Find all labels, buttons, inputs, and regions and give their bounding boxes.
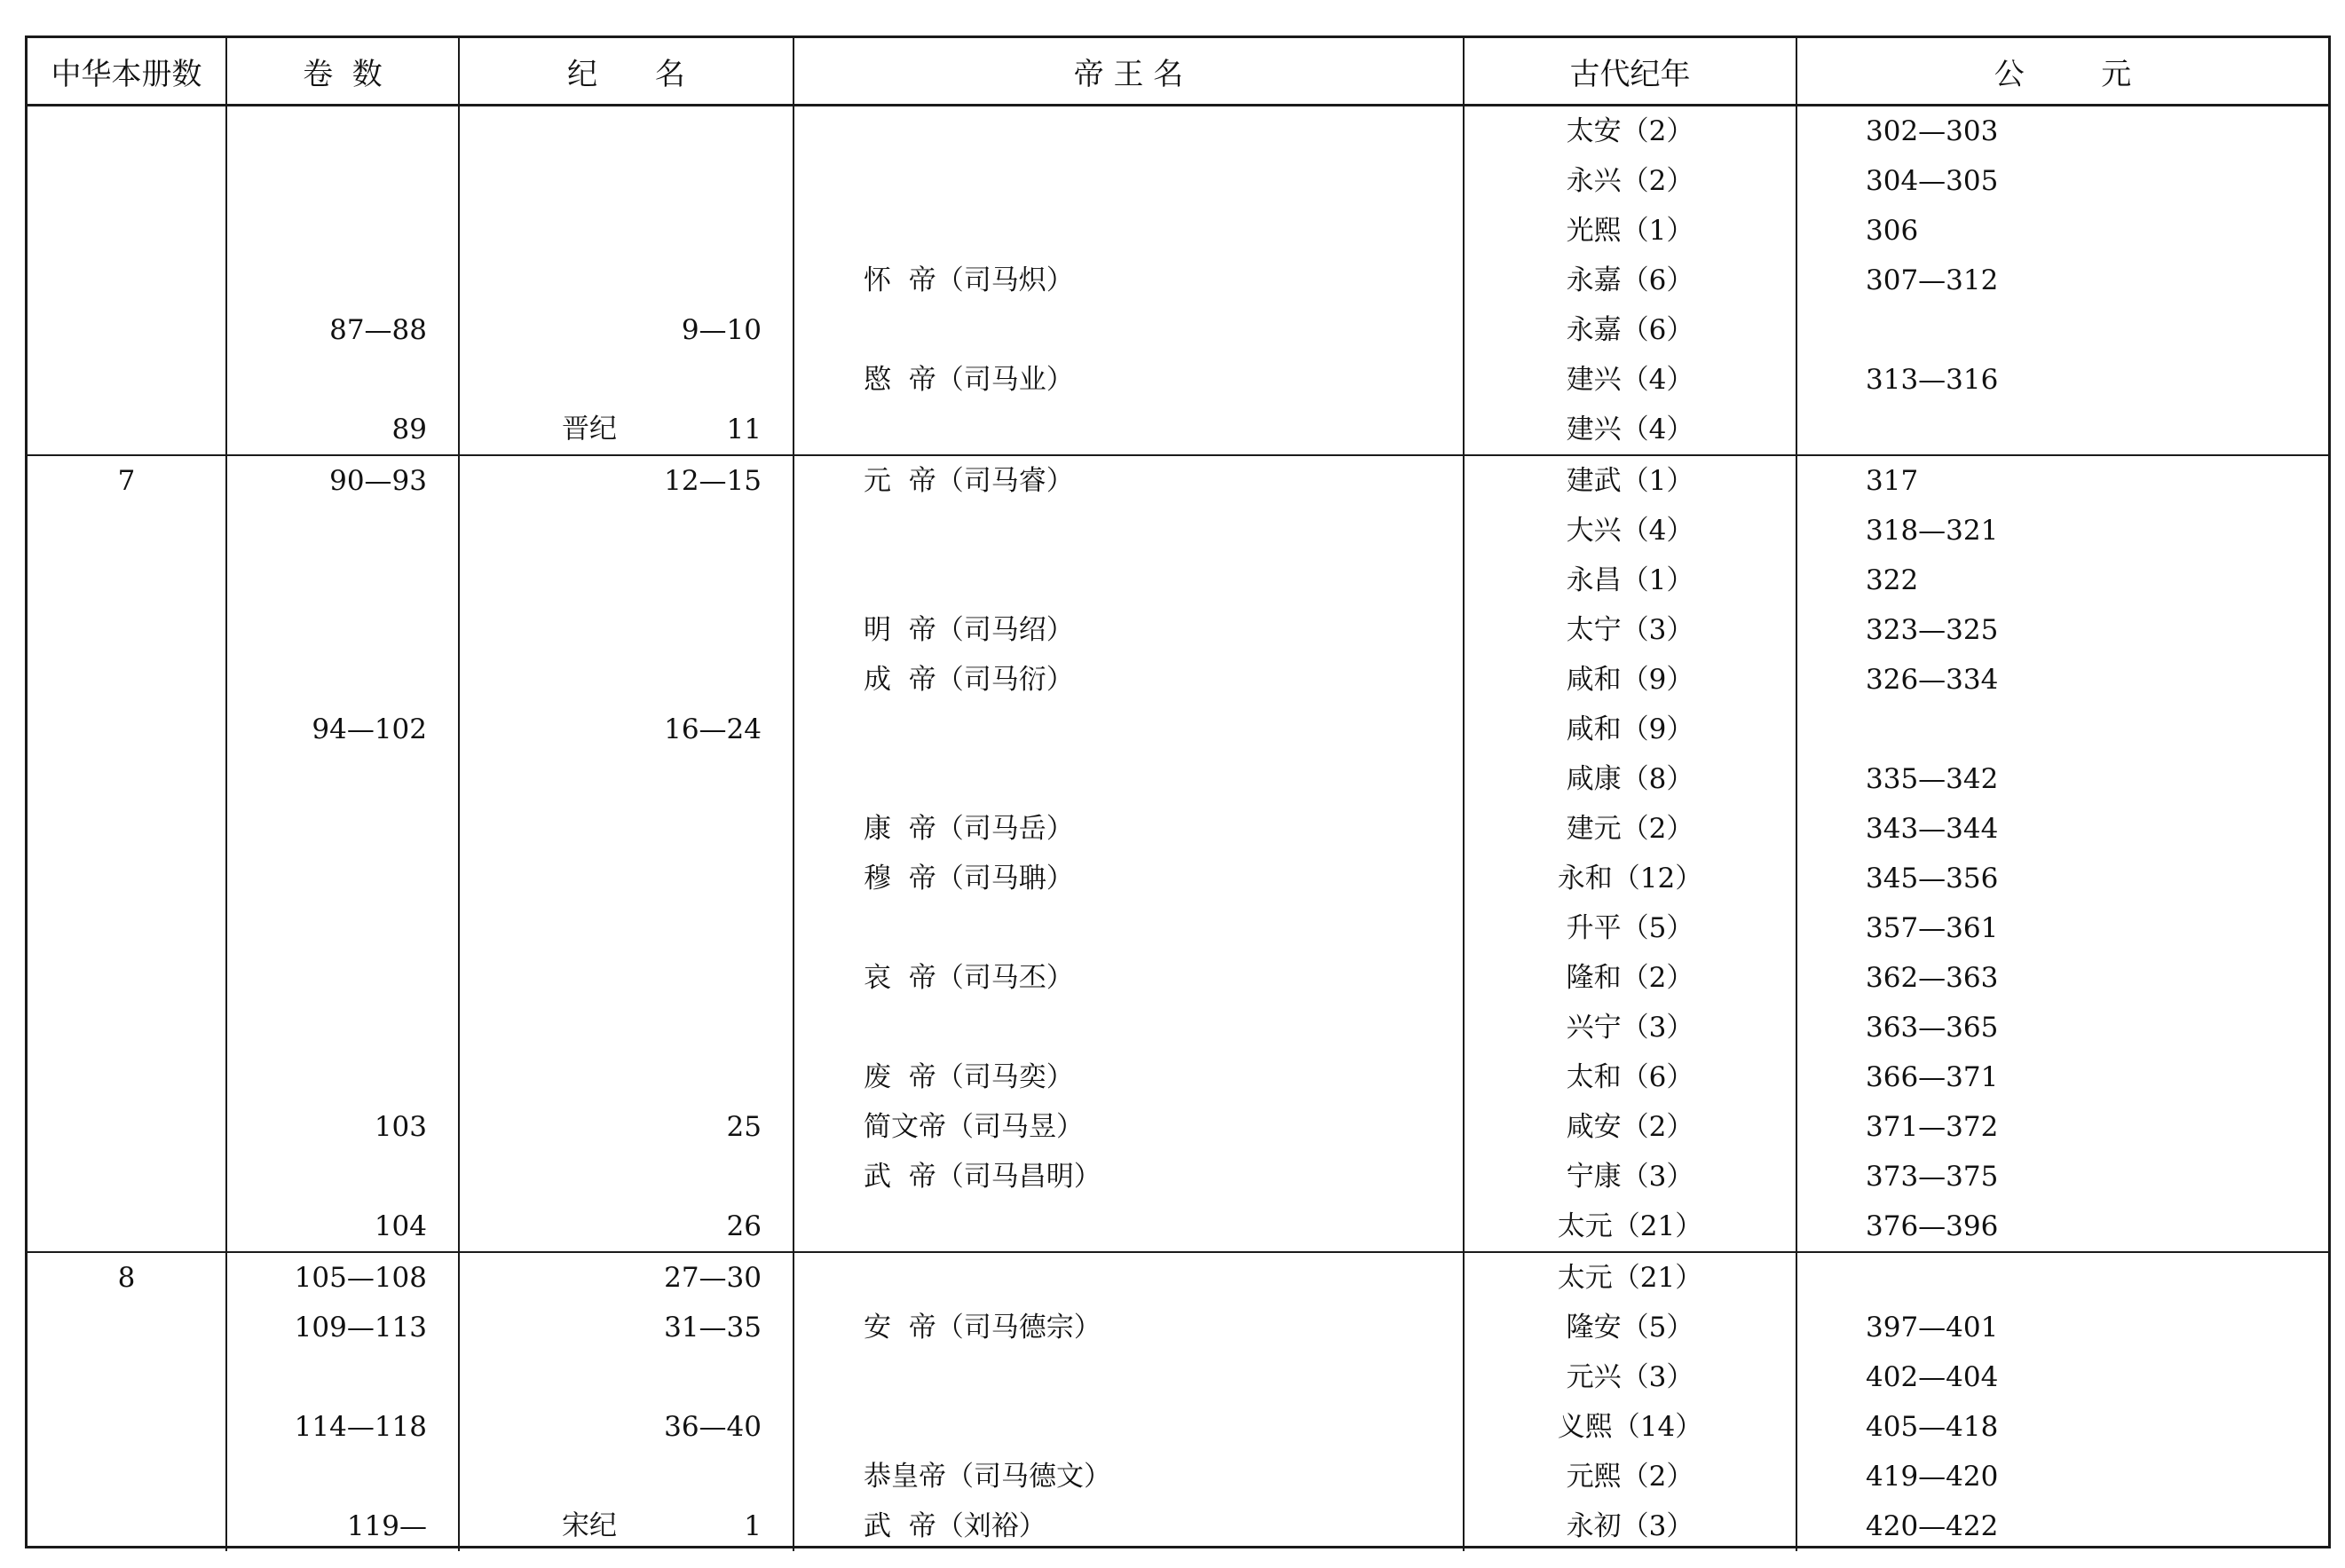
table-row	[28, 1452, 2328, 1501]
table-row	[28, 705, 2328, 754]
era-cell: 太元（21）	[1464, 1252, 1796, 1303]
era-cell: 光熙（1）	[1464, 206, 1796, 256]
annal-number: 36—40	[664, 1410, 762, 1443]
ce-cell: 366—371	[1866, 1060, 1999, 1093]
era-cell: 建武（1）	[1464, 455, 1796, 506]
table-row	[28, 804, 2328, 854]
juan-cell: 87—88	[226, 305, 459, 355]
juan-cell: 94—102	[226, 705, 459, 754]
annal-cell	[459, 506, 794, 555]
volume-cell	[28, 555, 226, 605]
annal-number: 1	[744, 1509, 762, 1542]
volume-cell	[28, 1501, 226, 1551]
ce-cell: 306	[1866, 214, 1919, 247]
annal-number: 12—15	[664, 464, 762, 497]
annal-cell	[459, 256, 794, 305]
volume-cell	[28, 1202, 226, 1252]
annal-cell	[459, 1303, 794, 1352]
juan-cell: 90—93	[226, 455, 459, 506]
chronology-table-page	[25, 35, 2331, 1548]
volume-cell	[28, 1402, 226, 1452]
ce-cell: 373—375	[1866, 1160, 1999, 1193]
table-row	[28, 1102, 2328, 1152]
era-cell: 元兴（3）	[1464, 1352, 1796, 1402]
annal-cell	[459, 1452, 794, 1501]
ce-cell: 397—401	[1866, 1311, 1999, 1343]
table-row	[28, 655, 2328, 705]
volume-cell: 7	[28, 455, 226, 506]
era-cell: 升平（5）	[1464, 903, 1796, 953]
emperor-cell: 恭皇帝（司马德文）	[794, 1452, 1464, 1501]
table-row	[28, 1303, 2328, 1352]
juan-cell	[226, 106, 459, 157]
juan-cell	[226, 655, 459, 705]
era-cell: 建兴（4）	[1464, 405, 1796, 455]
juan-cell: 89	[226, 405, 459, 455]
annal-cell	[459, 1003, 794, 1052]
ce-cell: 313—316	[1866, 363, 1999, 396]
annal-cell	[459, 854, 794, 903]
ce-cell: 307—312	[1866, 264, 1999, 296]
juan-cell: 119—	[226, 1501, 459, 1551]
volume-cell	[28, 506, 226, 555]
header-row	[28, 38, 2328, 106]
juan-cell: 114—118	[226, 1402, 459, 1452]
table-row	[28, 405, 2328, 455]
table-row	[28, 1003, 2328, 1052]
ce-cell: 402—404	[1866, 1360, 1999, 1393]
emperor-cell: 简文帝（司马昱）	[794, 1102, 1464, 1152]
volume-cell	[28, 754, 226, 804]
table-row	[28, 1402, 2328, 1452]
annal-number: 25	[726, 1110, 762, 1143]
ce-cell: 323—325	[1866, 613, 1999, 646]
emperor-cell	[794, 555, 1464, 605]
emperor-cell: 哀 帝（司马丕）	[794, 953, 1464, 1003]
era-cell: 太安（2）	[1464, 106, 1796, 157]
annal-cell	[459, 953, 794, 1003]
era-cell: 太宁（3）	[1464, 605, 1796, 655]
annal-cell	[459, 1202, 794, 1252]
volume-cell	[28, 953, 226, 1003]
emperor-cell	[794, 206, 1464, 256]
table-row	[28, 953, 2328, 1003]
emperor-cell	[794, 106, 1464, 157]
annal-cell	[459, 1501, 794, 1551]
era-cell: 咸康（8）	[1464, 754, 1796, 804]
ce-cell: 318—321	[1866, 514, 1999, 547]
table-row	[28, 854, 2328, 903]
era-cell: 永初（3）	[1464, 1501, 1796, 1551]
era-cell: 永昌（1）	[1464, 555, 1796, 605]
annal-number: 11	[726, 413, 762, 445]
juan-cell	[226, 1452, 459, 1501]
juan-cell	[226, 1352, 459, 1402]
table-row	[28, 1501, 2328, 1551]
emperor-cell: 安 帝（司马德宗）	[794, 1303, 1464, 1352]
era-cell: 咸和（9）	[1464, 655, 1796, 705]
table-row	[28, 1202, 2328, 1252]
table-row	[28, 754, 2328, 804]
ce-cell: 317	[1866, 464, 1919, 497]
volume-cell	[28, 1003, 226, 1052]
table-row	[28, 305, 2328, 355]
annal-cell	[459, 1102, 794, 1152]
era-cell: 建元（2）	[1464, 804, 1796, 854]
header-volume: 中华本册数	[28, 38, 226, 106]
emperor-cell	[794, 903, 1464, 953]
ce-cell: 357—361	[1866, 911, 1999, 944]
emperor-cell: 废 帝（司马奕）	[794, 1052, 1464, 1102]
ce-cell: 405—418	[1866, 1410, 1999, 1443]
volume-cell	[28, 206, 226, 256]
annal-cell	[459, 754, 794, 804]
annal-prefix: 宋纪	[562, 1509, 617, 1542]
volume-cell	[28, 705, 226, 754]
ce-cell: 326—334	[1866, 663, 1999, 696]
header-emperor: 帝 王 名	[794, 38, 1464, 106]
volume-cell	[28, 405, 226, 455]
annal-cell	[459, 655, 794, 705]
annal-number: 31—35	[664, 1311, 762, 1343]
ce-cell	[1796, 405, 2328, 455]
era-cell: 永兴（2）	[1464, 156, 1796, 206]
juan-cell	[226, 1052, 459, 1102]
juan-cell	[226, 156, 459, 206]
emperor-cell: 武 帝（司马昌明）	[794, 1152, 1464, 1202]
emperor-cell: 成 帝（司马衍）	[794, 655, 1464, 705]
juan-cell	[226, 854, 459, 903]
volume-cell	[28, 1352, 226, 1402]
volume-cell	[28, 854, 226, 903]
annal-cell	[459, 605, 794, 655]
annal-cell	[459, 355, 794, 405]
era-cell: 永嘉（6）	[1464, 256, 1796, 305]
emperor-cell	[794, 1202, 1464, 1252]
volume-cell	[28, 256, 226, 305]
table-row	[28, 555, 2328, 605]
annal-cell	[459, 1402, 794, 1452]
era-cell: 建兴（4）	[1464, 355, 1796, 405]
emperor-cell: 康 帝（司马岳）	[794, 804, 1464, 854]
emperor-cell: 愍 帝（司马业）	[794, 355, 1464, 405]
annal-cell	[459, 1352, 794, 1402]
table-row	[28, 1152, 2328, 1202]
era-cell: 太和（6）	[1464, 1052, 1796, 1102]
annal-cell	[459, 1152, 794, 1202]
volume-cell	[28, 106, 226, 157]
header-juan: 卷 数	[226, 38, 459, 106]
era-cell: 兴宁（3）	[1464, 1003, 1796, 1052]
juan-cell	[226, 256, 459, 305]
emperor-cell: 武 帝（刘裕）	[794, 1501, 1464, 1551]
volume-cell	[28, 1152, 226, 1202]
juan-cell	[226, 206, 459, 256]
annal-cell	[459, 305, 794, 355]
juan-cell: 103	[226, 1102, 459, 1152]
annal-number: 16—24	[664, 713, 762, 745]
ce-cell: 302—303	[1866, 114, 1999, 147]
volume-cell	[28, 355, 226, 405]
era-cell: 隆安（5）	[1464, 1303, 1796, 1352]
annal-cell	[459, 405, 794, 455]
era-cell: 永和（12）	[1464, 854, 1796, 903]
ce-cell	[1796, 705, 2328, 754]
juan-cell	[226, 1003, 459, 1052]
juan-cell	[226, 605, 459, 655]
volume-cell: 8	[28, 1252, 226, 1303]
table-row	[28, 506, 2328, 555]
table-row	[28, 256, 2328, 305]
emperor-cell	[794, 1003, 1464, 1052]
era-cell: 隆和（2）	[1464, 953, 1796, 1003]
ce-cell: 322	[1866, 563, 1919, 596]
juan-cell	[226, 903, 459, 953]
annal-cell	[459, 1252, 794, 1303]
table-row	[28, 455, 2328, 506]
annal-number: 27—30	[664, 1261, 762, 1294]
volume-cell	[28, 605, 226, 655]
ce-cell: 335—342	[1866, 762, 1999, 795]
ce-cell: 304—305	[1866, 164, 1999, 197]
era-cell: 永嘉（6）	[1464, 305, 1796, 355]
ce-cell: 420—422	[1866, 1509, 1999, 1542]
annal-cell	[459, 804, 794, 854]
era-cell: 元熙（2）	[1464, 1452, 1796, 1501]
header-annal: 纪 名	[459, 38, 794, 106]
era-cell: 大兴（4）	[1464, 506, 1796, 555]
table-row	[28, 206, 2328, 256]
era-cell: 咸安（2）	[1464, 1102, 1796, 1152]
volume-cell	[28, 1052, 226, 1102]
annal-cell	[459, 455, 794, 506]
emperor-cell: 明 帝（司马绍）	[794, 605, 1464, 655]
table-row	[28, 903, 2328, 953]
volume-cell	[28, 156, 226, 206]
table-row	[28, 355, 2328, 405]
juan-cell: 104	[226, 1202, 459, 1252]
table-row	[28, 1352, 2328, 1402]
era-cell: 咸和（9）	[1464, 705, 1796, 754]
era-cell: 宁康（3）	[1464, 1152, 1796, 1202]
volume-cell	[28, 1303, 226, 1352]
table-row	[28, 106, 2328, 157]
chronology-table	[28, 38, 2328, 1551]
annal-cell	[459, 1052, 794, 1102]
juan-cell	[226, 804, 459, 854]
juan-cell	[226, 953, 459, 1003]
annal-prefix: 晋纪	[562, 413, 617, 445]
volume-cell	[28, 1102, 226, 1152]
table-row	[28, 1052, 2328, 1102]
emperor-cell	[794, 156, 1464, 206]
table-row	[28, 605, 2328, 655]
emperor-cell	[794, 1352, 1464, 1402]
emperor-cell	[794, 705, 1464, 754]
ce-cell	[1796, 1252, 2328, 1303]
emperor-cell: 穆 帝（司马聃）	[794, 854, 1464, 903]
emperor-cell: 元 帝（司马睿）	[794, 455, 1464, 506]
emperor-cell	[794, 1402, 1464, 1452]
annal-cell	[459, 555, 794, 605]
ce-cell: 345—356	[1866, 862, 1999, 894]
juan-cell	[226, 1152, 459, 1202]
ce-cell: 343—344	[1866, 812, 1999, 845]
annal-number: 9—10	[681, 313, 762, 346]
emperor-cell: 怀 帝（司马炽）	[794, 256, 1464, 305]
ce-cell: 371—372	[1866, 1110, 1999, 1143]
juan-cell: 109—113	[226, 1303, 459, 1352]
volume-cell	[28, 903, 226, 953]
emperor-cell	[794, 405, 1464, 455]
juan-cell: 105—108	[226, 1252, 459, 1303]
ce-cell: 362—363	[1866, 961, 1999, 994]
annal-number: 26	[726, 1209, 762, 1242]
era-cell: 义熙（14）	[1464, 1402, 1796, 1452]
volume-cell	[28, 305, 226, 355]
emperor-cell	[794, 305, 1464, 355]
juan-cell	[226, 754, 459, 804]
annal-cell	[459, 206, 794, 256]
juan-cell	[226, 355, 459, 405]
volume-cell	[28, 655, 226, 705]
volume-cell	[28, 804, 226, 854]
emperor-cell	[794, 506, 1464, 555]
ce-cell: 363—365	[1866, 1011, 1999, 1044]
volume-cell	[28, 1452, 226, 1501]
table-row	[28, 1252, 2328, 1303]
annal-cell	[459, 106, 794, 157]
era-cell: 太元（21）	[1464, 1202, 1796, 1252]
header-ce: 公 元	[1796, 38, 2328, 106]
juan-cell	[226, 555, 459, 605]
emperor-cell	[794, 1252, 1464, 1303]
header-era: 古代纪年	[1464, 38, 1796, 106]
annal-cell	[459, 156, 794, 206]
juan-cell	[226, 506, 459, 555]
ce-cell: 419—420	[1866, 1460, 1999, 1493]
table-row	[28, 156, 2328, 206]
ce-cell: 376—396	[1796, 1202, 2328, 1252]
annal-cell	[459, 903, 794, 953]
ce-cell	[1796, 305, 2328, 355]
annal-cell	[459, 705, 794, 754]
emperor-cell	[794, 754, 1464, 804]
